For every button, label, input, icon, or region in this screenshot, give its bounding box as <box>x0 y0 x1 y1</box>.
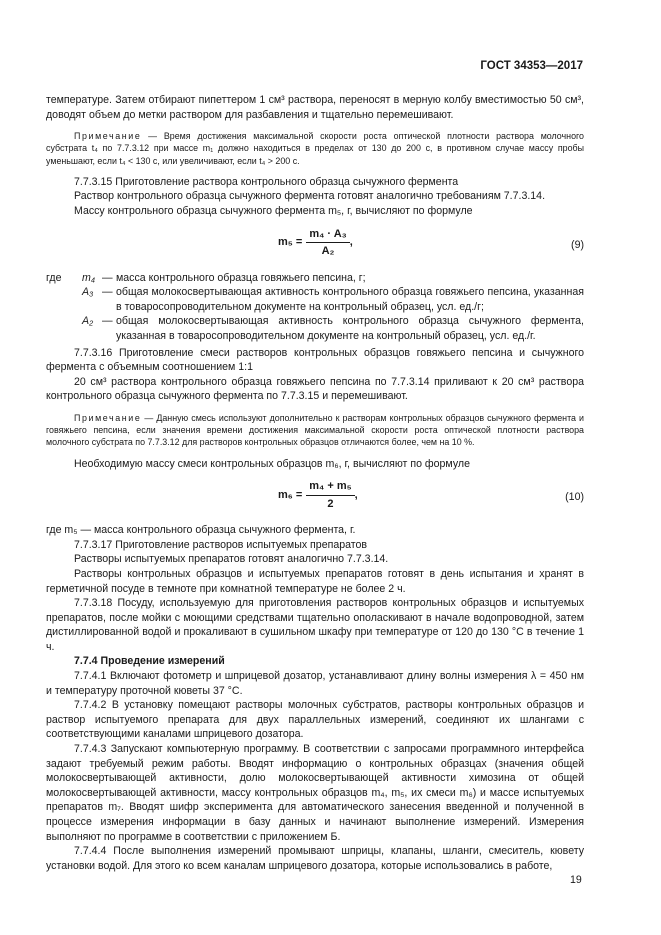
where-label: где <box>46 271 62 284</box>
definition-symbol: m₄ <box>82 271 96 284</box>
formula-10-lhs: m₆ = <box>278 488 303 501</box>
definition-a2 <box>46 314 584 343</box>
note-2 <box>46 412 584 449</box>
note-text: — Время достижения максимальной скорости роста оптической плотности раствора молочного субстрата t₄ по 7.7.3.12 при массе m₁ должно находиться в пределах от 130 до 200 с, в противном случае массу пробы уменьшают, если t₄ < 130 с, или увеличивают, если t₄ > 200 с. <box>46 131 584 166</box>
note-text: — Данную смесь используют дополнительно к растворам контрольных образцов сычужного фермента и говяжьего пепсина, если значения времени достижения максимальной скорости роста оптической плотности раствора молочного субстрата по 7.7.3.12 для растворов контрольных образцов отличаются более, чем на 10 %. <box>46 412 584 448</box>
definition-symbol: A₃ <box>82 286 94 299</box>
definition-dash: — <box>102 315 113 328</box>
formula-9-denominator: A₂ <box>321 245 335 258</box>
section-7-7-3-15-title: 7.7.3.15 Приготовление раствора контрольного образца сычужного фермента <box>74 175 459 188</box>
section-7-7-3-17-title: 7.7.3.17 Приготовление растворов испытуемых препаратов <box>74 538 368 551</box>
definition-text: общая молокосвертывающая активность контрольного образца сычужного фермента, указанная в товаросопроводительном документе на контрольный образец, усл. ед./г. <box>116 315 584 342</box>
section-7-7-3-15-text: Раствор контрольного образца сычужного фермента готовят аналогично требованиям 7.7.3.14. <box>74 190 546 203</box>
formula-9-number: (9) <box>571 238 584 251</box>
page-content <box>46 93 584 873</box>
section-7-7-3-17-text-1: Растворы испытуемых препаратов готовят аналогично 7.7.3.14. <box>74 553 389 566</box>
formula-9 <box>46 225 584 265</box>
definition-text: масса контрольного образца говяжьего пепсина, г; <box>116 271 366 284</box>
formula-9-numerator: m₄ · A₃ <box>306 227 349 244</box>
section-7-7-3-16-title: 7.7.3.16 Приготовление смеси растворов контрольных образцов говяжьего пепсина и сычужного фермента с объемным соотношением 1:1 <box>46 346 584 374</box>
definition-dash: — <box>102 271 113 284</box>
formula-10-number: (10) <box>565 491 584 504</box>
section-7-7-4-1: 7.7.4.1 Включают фотометр и шприцевой дозатор, устанавливают длину волны измерения λ = 450 нм и температуру проточной кюветы 37 °С. <box>46 670 584 697</box>
definition-symbol: A₂ <box>82 315 94 328</box>
section-7-7-4-4: 7.7.4.4 После выполнения измерений промывают шприцы, клапаны, шланги, смеситель, кювету установки водой. Для этого ко всем каналам шприцевого дозатора, которые использовались в работе, <box>46 845 584 872</box>
note-label: Примечание <box>74 131 142 142</box>
section-7-7-3-16-text: 20 см³ раствора контрольного образца говяжьего пепсина по 7.7.3.14 приливают к 20 см³ раствора контрольного образца сычужного фермента по 7.7.3.15 и перемешивают. <box>46 375 584 403</box>
section-7-7-3-17-text-2: Растворы контрольных образцов и испытуемых препаратов готовят в день испытания и хранят в герметичной посуде в темноте при комнатной температуре не более 2 ч. <box>46 567 584 595</box>
paragraph-continuation: температуре. Затем отбирают пипеттером 1 см³ раствора, переносят в мерную колбу вместимостью 50 см³, доводят объем до метки раствором для разбавления и тщательно перемешивают. <box>46 94 584 121</box>
note-1 <box>46 130 584 167</box>
formula-10-numerator: m₄ + m₅ <box>306 479 354 496</box>
formula-9-lhs: m₅ = <box>278 236 303 249</box>
formula-9-definitions <box>46 271 584 344</box>
section-7-7-3-18: 7.7.3.18 Посуду, используемую для приготовления растворов контрольных образцов и испытуемых препаратов, после мойки с моющими средствами тщательно ополаскивают в начале водопроводной, затем дистиллированной водой и прокаливают в сушильном шкафу при температуре от 120 до 130 °С в течение 1 ч. <box>46 597 584 653</box>
page-number: 19 <box>570 874 582 886</box>
section-7-7-4-title: 7.7.4 Проведение измерений <box>74 655 225 668</box>
note-label: Примечание <box>74 412 142 423</box>
formula-10 <box>46 477 584 517</box>
mass-mixture-formula-intro: Необходимую массу смеси контрольных образцов m₆, г, вычисляют по формуле <box>74 457 470 470</box>
definition-dash: — <box>102 286 113 299</box>
formula-10-denominator: 2 <box>327 497 334 510</box>
section-7-7-3-15-formula-intro: Массу контрольного образца сычужного фермента m₅, г, вычисляют по формуле <box>74 204 473 217</box>
formula-10-definition: где m₅ — масса контрольного образца сычужного фермента, г. <box>46 524 356 537</box>
definition-m4 <box>46 271 584 286</box>
formula-9-tail: , <box>349 236 353 249</box>
section-7-7-4-3: 7.7.4.3 Запускают компьютерную программу. В соответствии с запросами программного интерфейса задают требуемый режим работы. Вводят информацию о контрольных образцах (значения общей молокосвертывающей активности, долю молокосвертывающей активности химозина от общей молокосвертывающей активности, массу контрольных образцов m₄, m₅, их смеси m₆) и массе испытуемых препаратов m₇. Вводят шифр эксперимента для автоматического занесения введенной и полученной в процессе измерения информации в базу данных и начинают выполнение измерений. Измерения выполняют по программе в соответствии с приложением Б. <box>46 743 584 843</box>
definition-a3 <box>46 285 584 314</box>
definition-text: общая молокосвертывающая активность контрольного образца говяжьего пепсина, указанная в товаросопроводительном документе на контрольный образец, усл. ед./г; <box>116 286 584 313</box>
section-7-7-4-2: 7.7.4.2 В установку помещают растворы молочных субстратов, растворы контрольных образцов и раствор испытуемого препарата для двух параллельных измерений, соединяют их шлангами с соответствующими каналами шприцевого дозатора. <box>46 699 584 741</box>
document-code-header: ГОСТ 34353—2017 <box>480 60 583 72</box>
formula-10-tail: , <box>354 488 358 501</box>
